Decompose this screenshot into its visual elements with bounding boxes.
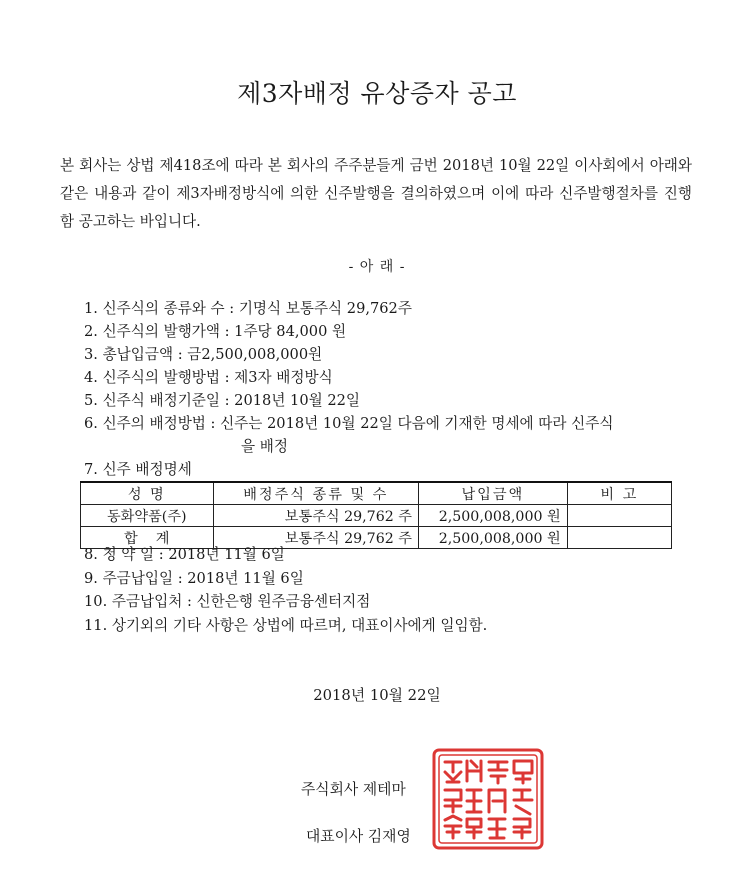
list-item: 2. 신주식의 발행가액 : 1주당 84,000 원 [84,323,347,340]
allocation-table [80,481,672,549]
company-name: 주식회사 제테마 [301,781,406,798]
list-item: 3. 총납입금액 : 금2,500,008,000원 [84,346,323,363]
cell-name: 동화약품(주) [81,505,214,527]
item-list-continued [84,543,704,637]
ceo-name: 대표이사 김재영 [306,828,411,845]
cell-amount: 2,500,008,000 원 [418,505,567,527]
item-list [84,297,694,481]
list-item: 10. 주금납입처 : 신한은행 원주금융센터지점 [84,593,371,610]
company-seal-stamp-icon [430,746,546,852]
list-item: 7. 신주 배정명세 [84,461,192,478]
list-item: 8. 청 약 일 : 2018년 11월 6일 [84,546,285,563]
intro-text: 본 회사는 상법 제418조에 따라 본 회사의 주주분들게 금번 2018년 10월 22일 이사회에서 아래와 같은 내용과 같이 제3자배정방식에 의한 신주발행을 결의하였으며 이에 따라 신주발행절차를 진행함 공고하는 바입니다. [60,157,692,230]
list-item: 11. 상기외의 기타 사항은 상법에 따르며, 대표이사에게 일임함. [84,616,488,634]
table-row [81,505,672,527]
header-note: 비 고 [567,482,671,505]
list-item-continuation [84,435,694,458]
header-amount: 납입금액 [418,482,567,505]
cell-shares: 보통주식 29,762 주 [213,505,418,527]
cell-shares: 보통주식 29,762 주 [213,527,418,549]
table-header-row [81,482,672,505]
item6-continuation: 을 배정 [241,438,288,455]
header-shares: 배정주식 종류 및 수 [213,482,418,505]
subheading: - 아 래 - [348,259,406,275]
document-title: 제3자배정 유상증자 공고 [237,79,517,108]
notice-date: 2018년 10월 22일 [313,687,441,704]
cell-amount: 2,500,008,000 원 [418,527,567,549]
list-item: 1. 신주식의 종류와 수 : 기명식 보통주식 29,762주 [84,300,412,317]
list-item: 6. 신주의 배정방법 : 신주는 2018년 10월 22일 다음에 기재한 명세에 따라 신주식 [84,415,614,432]
list-item: 5. 신주식 배정기준일 : 2018년 10월 22일 [84,392,361,409]
cell-name: 합 계 [81,527,214,549]
list-item: 9. 주금납입일 : 2018년 11월 6일 [84,569,304,587]
list-item: 4. 신주식의 발행방법 : 제3자 배정방식 [84,369,333,386]
cell-note [567,505,671,527]
intro-paragraph [60,152,692,236]
header-name: 성 명 [81,482,214,505]
